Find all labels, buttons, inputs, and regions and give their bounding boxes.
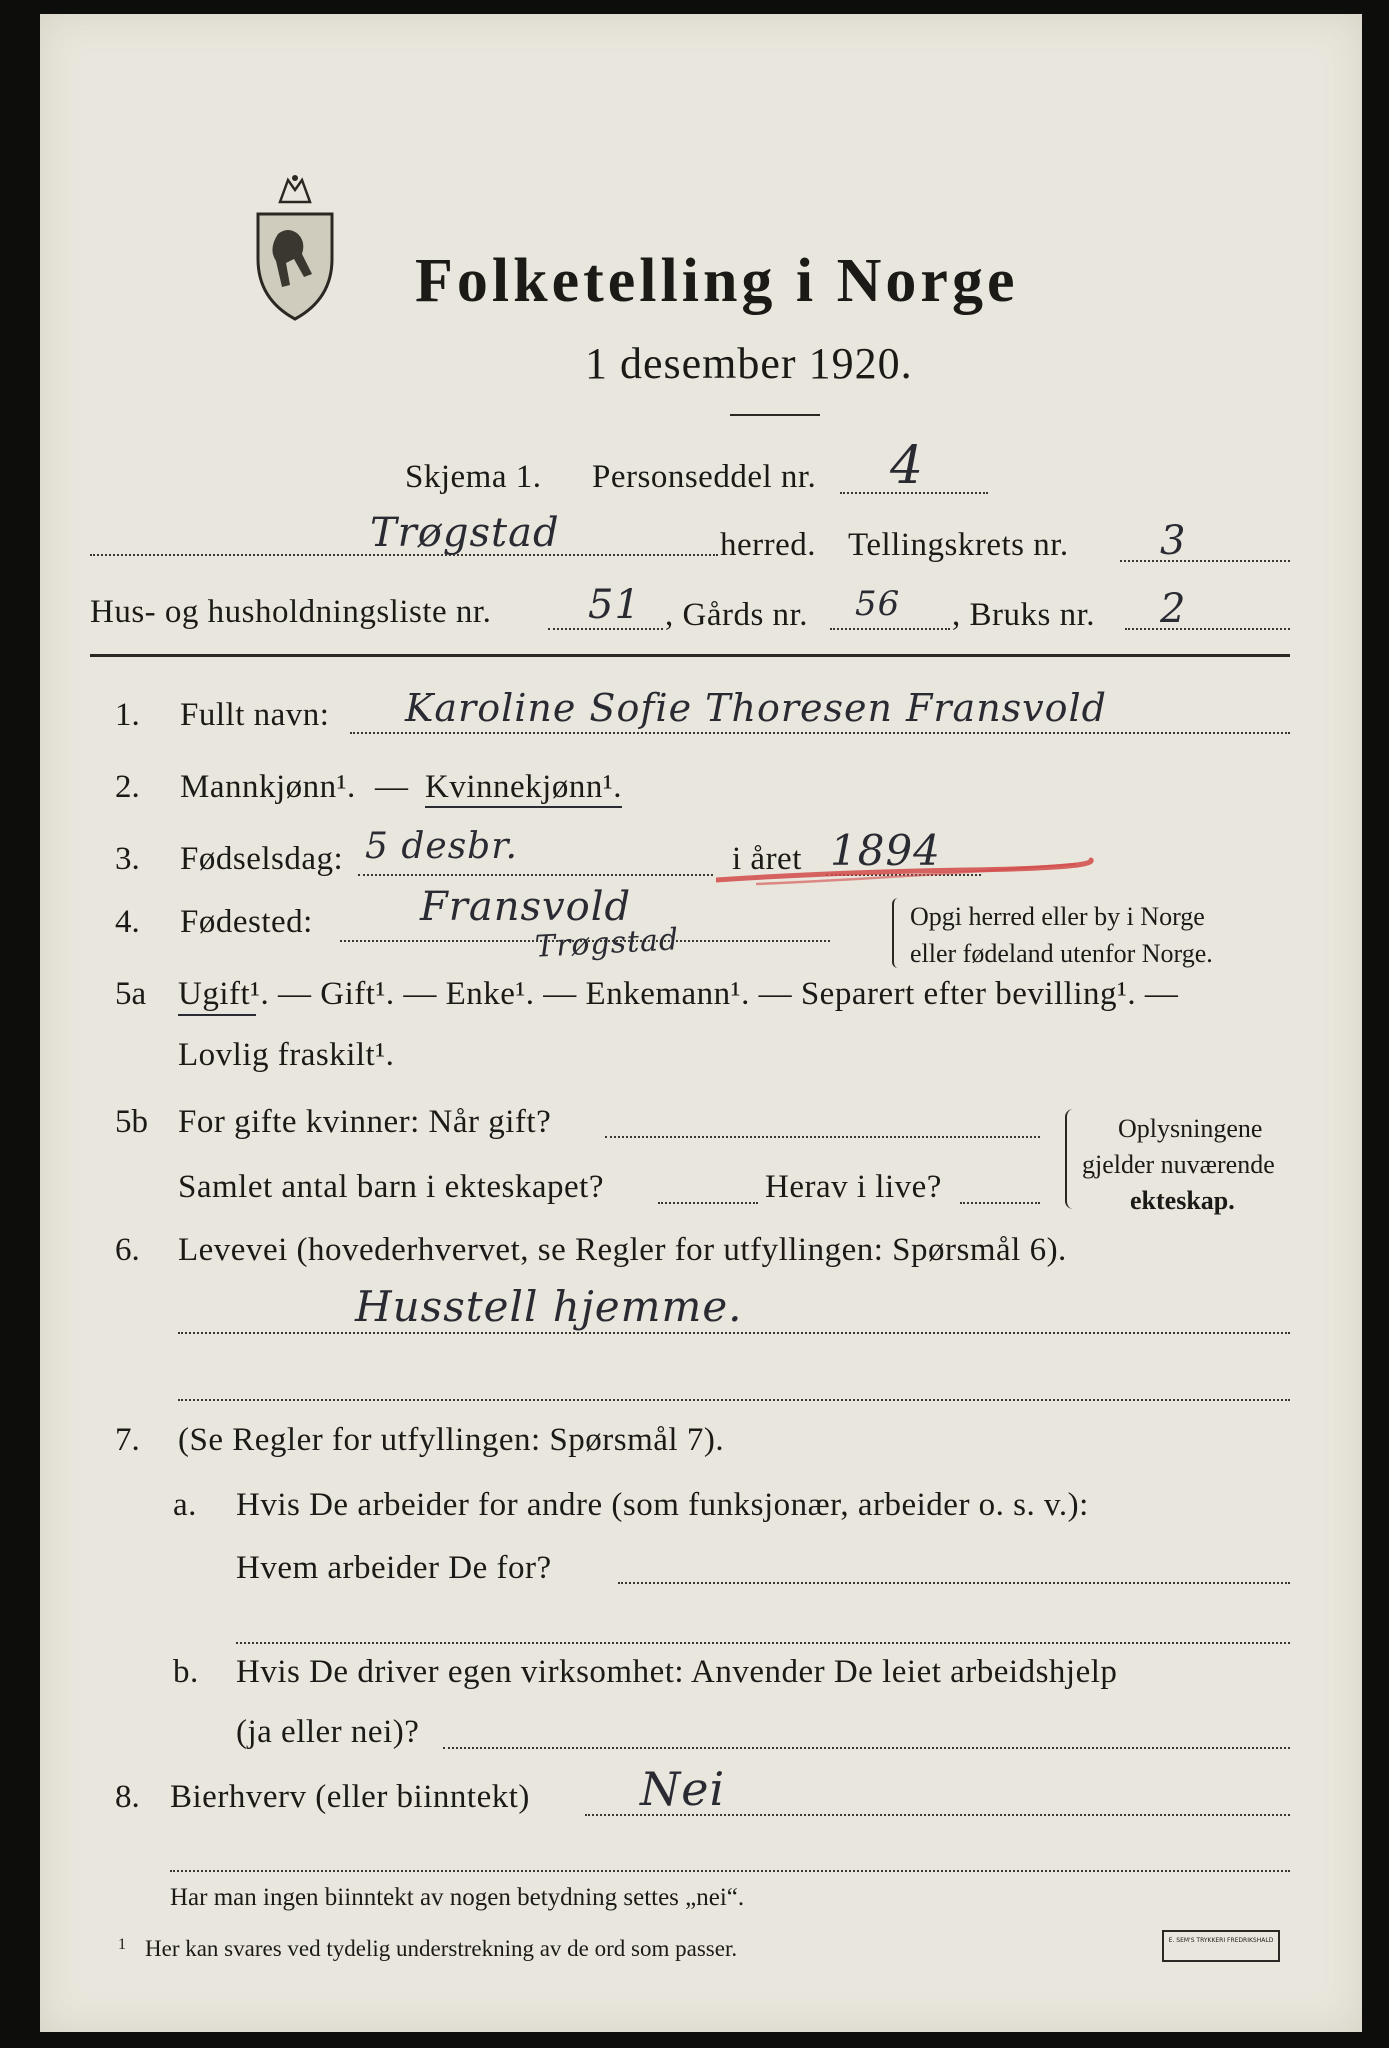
q7a-line-1: Hvis De arbeider for andre (som funksjonær, arbeider o. s. v.): [236,1487,1089,1523]
printer-stamp-text: E. SEM'S TRYKKERI FREDRIKSHALD [1168,1937,1274,1944]
q4-number: 4. [115,904,140,940]
birthplace-value-1: Fransvold [420,884,632,930]
birth-year-label: i året [732,841,802,877]
children-count-field[interactable] [658,1202,758,1204]
q5b-alive-label: Herav i live? [765,1169,942,1205]
red-pencil-underline [716,842,1096,892]
no-income-note: Har man ingen biinntekt av nogen betydning settes „nei“. [170,1884,745,1911]
person-number-value: 4 [890,436,925,496]
marital-status-options[interactable]: Ugift¹. — Gift¹. — Enke¹. — Enkemann¹. — Separert efter bevilling¹. — [178,976,1179,1012]
q7a-letter: a. [173,1487,197,1523]
krets-label: Tellingskrets nr. [848,527,1069,563]
krets-value: 3 [1160,518,1187,564]
q3-number: 3. [115,841,140,877]
q1-number: 1. [115,697,140,733]
hus-value: 51 [588,582,641,628]
census-date: 1 desember 1920. [585,339,913,388]
ugift-underline [178,1014,256,1016]
q5b-children-label: Samlet antal barn i ekteskapet? [178,1169,605,1205]
q1-label: Fullt navn: [180,697,330,733]
employer-field[interactable] [618,1582,1290,1584]
hired-help-field[interactable] [443,1747,1290,1749]
krets-field[interactable] [1120,560,1290,562]
q5b-note-2: gjelder nuværende [1082,1150,1275,1179]
title-divider [730,414,820,416]
gards-value: 56 [855,584,901,624]
birthplace-note-brace [892,898,902,968]
q3-label: Fødselsdag: [180,841,344,877]
page-title: Folketelling i Norge [415,247,1019,315]
footnote-text: Her kan svares ved tydelig understrekning av de ord som passer. [145,1936,738,1961]
bruks-field[interactable] [1125,628,1290,630]
birthplace-note-2: eller fødeland utenfor Norge. [910,939,1213,968]
birth-year-value: 1894 [830,826,941,875]
q5b-note-1: Oplysningene [1118,1114,1263,1143]
q8-label: Bierhverv (eller biinntekt) [170,1779,530,1815]
bruks-label: , Bruks nr. [952,597,1096,633]
full-name-value: Karoline Sofie Thoresen Fransvold [405,686,1108,730]
hus-field[interactable] [548,628,663,630]
q5b-note-brace [1065,1109,1075,1209]
occupation-value: Husstell hjemme. [355,1282,743,1331]
q6-label: Levevei (hovederhvervet, se Regler for utfyllingen: Spørsmål 6). [178,1232,1067,1268]
full-name-field[interactable] [350,732,1290,734]
gards-field[interactable] [830,628,950,630]
birthday-value: 5 desbr. [365,826,518,867]
occupation-field-1[interactable] [178,1332,1290,1334]
q5a-number: 5a [115,976,147,1012]
marital-status-line-2[interactable]: Lovlig fraskilt¹. [178,1037,395,1073]
q7-label: (Se Regler for utfyllingen: Spørsmål 7). [178,1422,725,1458]
gards-label: , Gårds nr. [665,597,808,633]
coat-of-arms-icon [250,174,340,324]
q7b-line-1: Hvis De driver egen virksomhet: Anvender De leiet arbeidshjelp [236,1654,1118,1690]
q4-label: Fødested: [180,904,313,940]
herred-label: herred. [720,527,817,563]
birthplace-note-1: Opgi herred eller by i Norge [910,902,1205,931]
q5b-married-when: For gifte kvinner: Når gift? [178,1104,552,1140]
q8-number: 8. [115,1779,140,1815]
census-form-page [40,14,1362,2032]
person-number-label: Personseddel nr. [592,459,817,495]
side-income-value: Nei [640,1762,726,1816]
gender-male-option[interactable]: Mannkjønn¹. [180,769,356,805]
q6-number: 6. [115,1232,140,1268]
q7b-letter: b. [173,1654,199,1690]
q7-number: 7. [115,1422,140,1458]
footnote-mark: 1 [118,1936,126,1953]
herred-value: Trøgstad [370,510,560,556]
section-divider [90,654,1290,657]
birthday-field[interactable] [358,874,713,876]
occupation-field-2[interactable] [178,1399,1290,1401]
children-alive-field[interactable] [960,1202,1040,1204]
q2-number: 2. [115,769,140,805]
gender-separator: — [375,769,409,805]
printer-stamp [1162,1930,1280,1962]
birthplace-value-2: Trøgstad [534,922,680,965]
married-when-field[interactable] [605,1136,1040,1138]
q7b-line-2: (ja eller nei)? [236,1714,420,1750]
hus-label: Hus- og husholdningsliste nr. [90,594,492,630]
side-income-field-2[interactable] [170,1870,1290,1872]
q5b-number: 5b [115,1104,148,1140]
gender-female-option[interactable]: Kvinnekjønn¹. [425,769,622,808]
schema-label: Skjema 1. [405,459,542,495]
q5b-note-3: ekteskap. [1130,1186,1235,1215]
bruks-value: 2 [1160,586,1187,632]
employer-field-2[interactable] [236,1642,1290,1644]
q7a-line-2: Hvem arbeider De for? [236,1550,552,1586]
